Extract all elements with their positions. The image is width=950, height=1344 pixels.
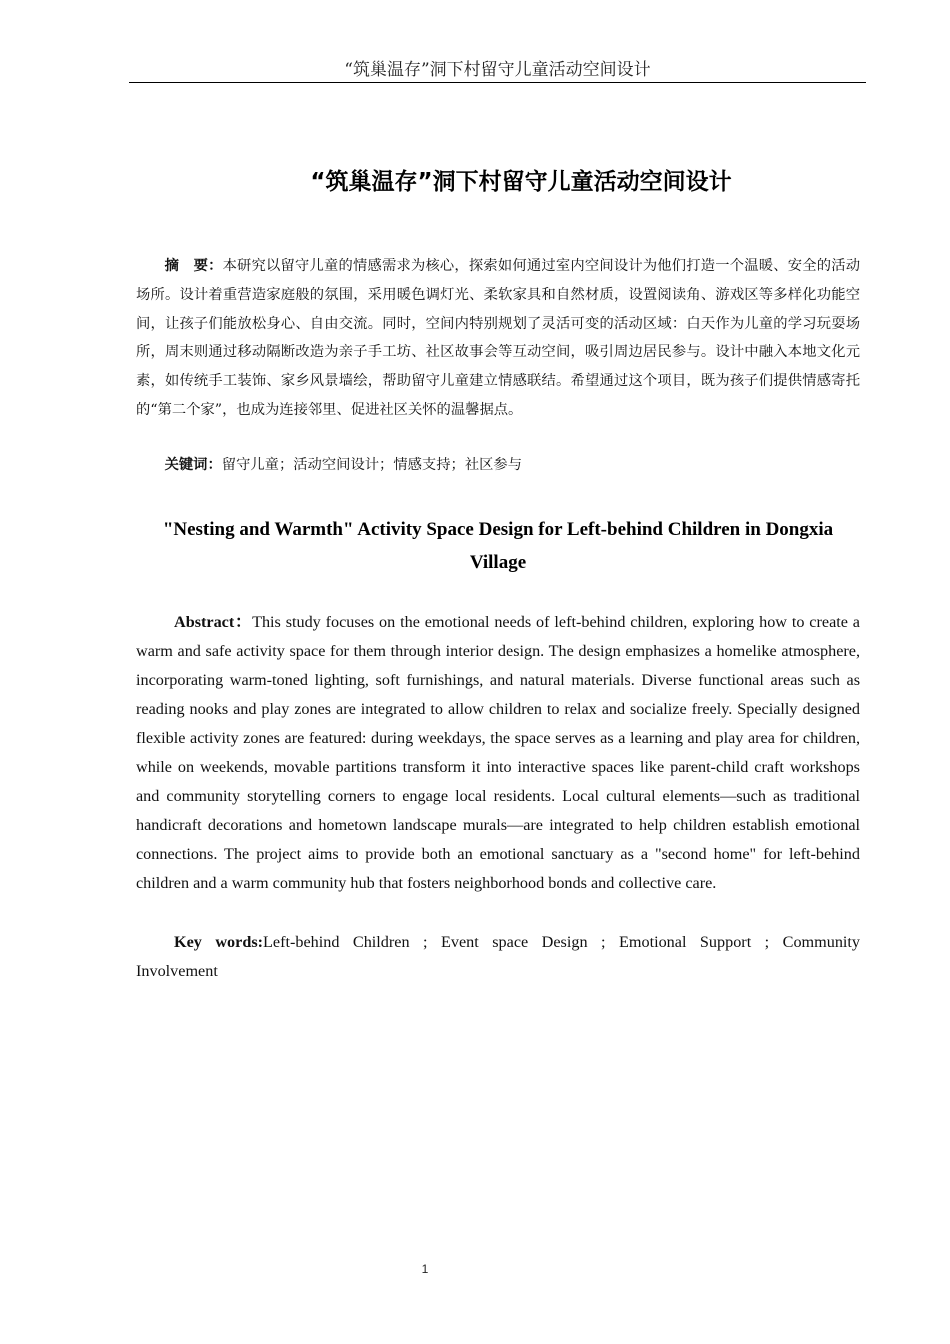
chinese-title: “筑巢温存”洞下村留守儿童活动空间设计: [310, 169, 732, 195]
english-abstract: [136, 608, 860, 898]
chinese-keywords: [136, 451, 860, 480]
english-title: "Nesting and Warmth" Activity Space Design for Left-behind Children in Dongxia Village: [162, 519, 834, 573]
chinese-keywords-text: 留守儿童；活动空间设计；情感支持；社区参与: [221, 457, 523, 473]
english-keywords: [136, 928, 860, 986]
english-keywords-text: Left-behind Children ; Event space Design ; Emotional Support ; Community Involvement: [136, 933, 860, 980]
running-header: [129, 58, 866, 83]
chinese-abstract-label: 摘 要：: [164, 258, 223, 274]
chinese-keywords-label: 关键词：: [164, 457, 222, 473]
english-abstract-label: Abstract：: [174, 613, 253, 631]
english-abstract-text: This study focuses on the emotional needs of left-behind children, exploring how to create a warm and safe activity space for them through interior design. The design emphasizes a homelike atmosphere, incorporating warm-toned lighting, soft furnishings, and natural materials. Diverse functional areas such as reading nooks and play zones are integrated to allow children to relax and socialize freely. Specially designed flexible activity zones are featured: during weekdays, the space serves as a learning and play area for children, while on weekends, movable partitions transform it into interactive spaces like parent-child craft workshops and community storytelling corners to engage local residents. Local cultural elements—such as traditional handicraft decorations and hometown landscape murals—are integrated to help children establish emotional connections. The project aims to provide both an emotional sanctuary as a "second home" for left-behind children and a warm community hub that fosters neighborhood bonds and collective care.: [136, 613, 860, 892]
running-header-title: “筑巢温存”洞下村留守儿童活动空间设计: [344, 60, 651, 80]
page-number: 1: [421, 1262, 429, 1276]
english-keywords-label: Key words:: [174, 933, 264, 951]
chinese-abstract-text: 本研究以留守儿童的情感需求为核心，探索如何通过室内空间设计为他们打造一个温暖、安全的活动场所。设计着重营造家庭般的氛围，采用暖色调灯光、柔软家具和自然材质，设置阅读角、游戏区等多样化功能空间，让孩子们能放松身心、自由交流。同时，空间内特别规划了灵活可变的活动区域：白天作为儿童的学习玩耍场所，周末则通过移动隔断改造为亲子手工坊、社区故事会等互动空间，吸引周边居民参与。设计中融入本地文化元素，如传统手工装饰、家乡风景墙绘，帮助留守儿童建立情感联结。希望通过这个项目，既为孩子们提供情感寄托的“第二个家”，也成为连接邻里、促进社区关怀的温馨据点。: [136, 258, 860, 418]
chinese-abstract: [136, 252, 860, 425]
